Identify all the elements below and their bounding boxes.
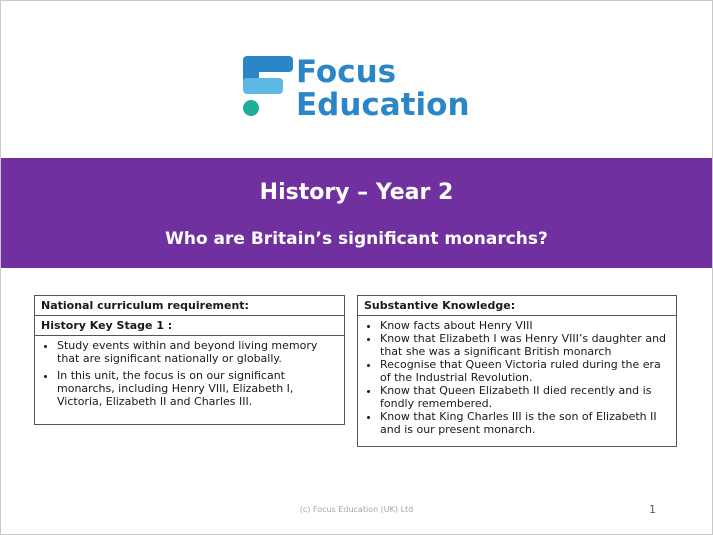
list-item: • Know facts about Henry VIII [380, 319, 670, 332]
curriculum-heading: National curriculum requirement: [41, 299, 249, 312]
page-subtitle: Who are Britain’s significant monarchs? [165, 229, 548, 249]
curriculum-list [41, 339, 338, 408]
list-item: • Know that Elizabeth I was Henry VIII’s daughter and that she was a significant British monarch [380, 332, 670, 358]
list-item: • Recognise that Queen Victoria ruled during the era of the Industrial Revolution. [380, 358, 670, 384]
knowledge-box [357, 295, 677, 447]
curriculum-box [34, 295, 345, 425]
curriculum-subheading: History Key Stage 1 : [41, 319, 173, 332]
knowledge-heading: Substantive Knowledge: [364, 299, 516, 312]
list-item: • Know that King Charles III is the son of Elizabeth II and is our present monarch. [380, 410, 670, 436]
page-title: History – Year 2 [259, 180, 454, 205]
logo-text-focus: Focus [296, 54, 397, 90]
title-banner [1, 158, 712, 268]
page-number: 1 [649, 503, 656, 516]
list-item: • Study events within and beyond living memory that are significant nationally or globally. [57, 339, 338, 365]
list-item: • Know that Queen Elizabeth II died recently and is fondly remembered. [380, 384, 670, 410]
logo-text-education: Education [296, 87, 470, 123]
copyright-footer: (c) Focus Education (UK) Ltd [299, 505, 414, 514]
focus-education-logo [243, 56, 483, 122]
divider [35, 315, 344, 316]
knowledge-list [364, 319, 670, 436]
list-item: • In this unit, the focus is on our significant monarchs, including Henry VIII, Elizabeth I, Victoria, Elizabeth II and Charles III. [57, 369, 338, 408]
logo-f-mark-icon [243, 56, 293, 120]
divider [35, 335, 344, 336]
divider [358, 315, 676, 316]
